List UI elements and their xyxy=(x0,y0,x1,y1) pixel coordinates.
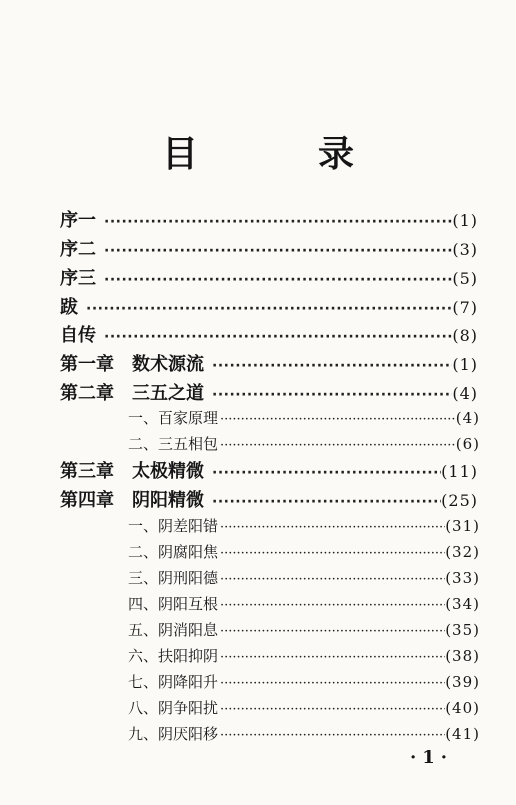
toc-entry-page: (3) xyxy=(452,240,478,259)
toc-subentry[interactable] xyxy=(128,515,480,541)
toc-dot-leader xyxy=(212,387,452,403)
toc-subentry[interactable] xyxy=(128,697,480,723)
toc-dot-leader xyxy=(104,243,452,259)
toc-entry-page: (4) xyxy=(452,384,478,403)
toc-subentry[interactable] xyxy=(128,723,480,749)
toc-entry-label: 序一 xyxy=(60,210,96,231)
toc-entry[interactable] xyxy=(60,457,478,485)
toc-entry-page: (25) xyxy=(441,491,478,510)
toc-entry-label: 自传 xyxy=(60,325,96,346)
toc-dot-leader xyxy=(220,546,445,561)
toc-entry-label: 第三章 太极精微 xyxy=(60,461,204,482)
toc-entry-label: 二、三五相包 xyxy=(128,435,219,453)
toc-dot-leader xyxy=(220,650,445,665)
toc-dot-leader xyxy=(212,358,452,374)
toc-entry[interactable] xyxy=(60,206,478,234)
toc-subentry[interactable] xyxy=(128,433,480,459)
toc-entry-label: 跋 xyxy=(60,297,78,318)
toc-dot-leader xyxy=(220,598,445,613)
toc-entry-label: 序二 xyxy=(60,239,96,260)
toc-dot-leader xyxy=(220,702,445,717)
toc-entry-label: 八、阴争阳扰 xyxy=(128,699,219,717)
toc-entry-page: (1) xyxy=(452,211,478,230)
toc-entry-page: (33) xyxy=(445,569,480,587)
toc-entry-label: 五、阴消阳息 xyxy=(128,621,219,639)
toc-dot-leader xyxy=(86,301,452,317)
toc-entry[interactable] xyxy=(60,379,478,407)
toc-entry-page: (6) xyxy=(455,435,480,453)
toc-entry[interactable] xyxy=(60,293,478,321)
toc-entry-page: (1) xyxy=(452,355,478,374)
toc-entry-label: 二、阴腐阳焦 xyxy=(128,543,219,561)
toc-entry-page: (4) xyxy=(455,409,480,427)
toc-entry-page: (41) xyxy=(445,725,480,743)
toc-dot-leader xyxy=(220,624,445,639)
toc-dot-leader xyxy=(212,465,441,481)
toc-dot-leader xyxy=(212,494,441,510)
toc-entry[interactable] xyxy=(60,486,478,514)
toc-entry-page: (7) xyxy=(452,298,478,317)
toc-subentry[interactable] xyxy=(128,567,480,593)
toc-entry-page: (8) xyxy=(452,326,478,345)
toc-entry-page: (34) xyxy=(445,595,480,613)
toc-entry-page: (32) xyxy=(445,543,480,561)
toc-entry-label: 七、阴降阳升 xyxy=(128,673,219,691)
toc-entry-label: 第二章 三五之道 xyxy=(60,383,204,404)
toc-entry-page: (40) xyxy=(445,699,480,717)
toc-entry-label: 一、阴差阳错 xyxy=(128,517,219,535)
toc-subentry[interactable] xyxy=(128,593,480,619)
toc-entry[interactable] xyxy=(60,321,478,349)
toc-entry[interactable] xyxy=(60,350,478,378)
toc-entry-label: 六、扶阳抑阴 xyxy=(128,647,219,665)
toc-entry-label: 第四章 阴阳精微 xyxy=(60,490,204,511)
toc-entry-page: (11) xyxy=(441,462,478,481)
toc-entry[interactable] xyxy=(60,264,478,292)
toc-entry-page: (38) xyxy=(445,647,480,665)
toc-dot-leader xyxy=(220,520,445,535)
toc-dot-leader xyxy=(220,412,456,427)
toc-entry-label: 三、阴刑阳德 xyxy=(128,569,219,587)
toc-entry-label: 第一章 数术源流 xyxy=(60,354,204,375)
toc-dot-leader xyxy=(220,676,445,691)
toc-entry-label: 一、百家原理 xyxy=(128,409,219,427)
toc-dot-leader xyxy=(104,329,452,345)
toc-subentry[interactable] xyxy=(128,407,480,433)
toc-dot-leader xyxy=(104,272,452,288)
toc-entry-label: 九、阴厌阳移 xyxy=(128,725,219,743)
toc-entry[interactable] xyxy=(60,235,478,263)
toc-subentry[interactable] xyxy=(128,671,480,697)
page-number: ·1· xyxy=(410,747,454,768)
toc-subentry[interactable] xyxy=(128,645,480,671)
toc-dot-leader xyxy=(104,214,452,230)
toc-entry-label: 序三 xyxy=(60,268,96,289)
toc-entry-page: (31) xyxy=(445,517,480,535)
page-title: 目 录 xyxy=(161,134,396,175)
toc-entry-label: 四、阴阳互根 xyxy=(128,595,219,613)
toc-subentry[interactable] xyxy=(128,619,480,645)
toc-dot-leader xyxy=(220,728,445,743)
toc-entry-page: (5) xyxy=(452,269,478,288)
toc-dot-leader xyxy=(220,438,456,453)
toc-entry-page: (39) xyxy=(445,673,480,691)
toc-entry-page: (35) xyxy=(445,621,480,639)
toc-subentry[interactable] xyxy=(128,541,480,567)
toc-dot-leader xyxy=(220,572,445,587)
